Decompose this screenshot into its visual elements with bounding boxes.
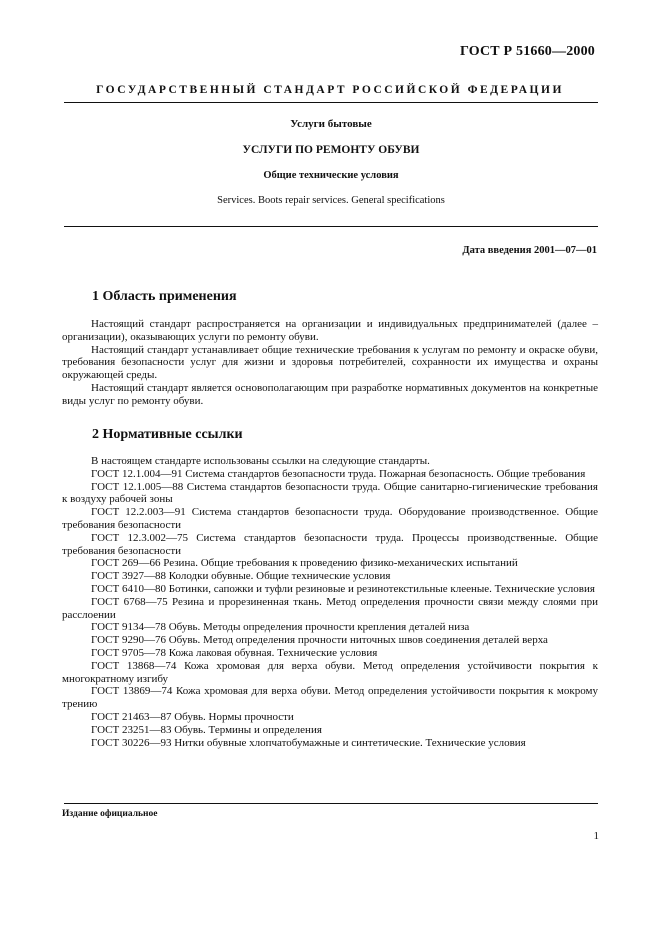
reference-item: ГОСТ 269—66 Резина. Общие требования к проведению физико-механических испытаний	[91, 557, 518, 570]
services-category: Услуги бытовые	[290, 118, 372, 130]
reference-item: ГОСТ 3927—88 Колодки обувные. Общие технические условия	[91, 570, 391, 583]
english-title: Services. Boots repair services. General specifications	[217, 195, 445, 206]
paragraph: Настоящий стандарт устанавливает общие технические требования к услугам по ремонту и окраске обуви, требования безопасности услуг для жизни и здоровья потребителей, сохранности их имущества и охраны окружающей среды.	[62, 343, 598, 382]
reference-item: ГОСТ 12.2.003—91 Система стандартов безопасности труда. Оборудование производственное. Общие требования безопасности	[62, 506, 598, 531]
reference-item: ГОСТ 13868—74 Кожа хромовая для верха обуви. Метод определения устойчивости покрытия к многократному изгибу	[62, 659, 598, 685]
section-2-body	[62, 455, 598, 749]
reference-item: ГОСТ 6768—75 Резина и прорезиненная ткань. Метод определения прочности связи между слоями при расслоении	[62, 595, 598, 621]
section-1-body	[62, 318, 598, 408]
document-subtitle: Общие технические условия	[263, 170, 399, 181]
reference-item: ГОСТ 30226—93 Нитки обувные хлопчатобумажные и синтетические. Технические условия	[91, 736, 526, 749]
document-title: УСЛУГИ ПО РЕМОНТУ ОБУВИ	[242, 144, 420, 156]
reference-item: ГОСТ 12.1.004—91 Система стандартов безопасности труда. Пожарная безопасность. Общие требования	[91, 467, 586, 480]
section-2-heading: 2 Нормативные ссылки	[92, 427, 243, 442]
reference-item: ГОСТ 23251—83 Обувь. Термины и определения	[91, 723, 322, 736]
reference-item: ГОСТ 6410—80 Ботинки, сапожки и туфли резиновые и резинотекстильные клееные. Технические условия	[91, 582, 595, 595]
footer-divider	[64, 803, 598, 804]
state-standard-title: ГОСУДАРСТВЕННЫЙ СТАНДАРТ РОССИЙСКОЙ ФЕДЕРАЦИИ	[96, 84, 564, 96]
edition-note: Издание официальное	[62, 809, 158, 819]
section-1-heading: 1 Область применения	[92, 289, 237, 304]
reference-item: ГОСТ 13869—74 Кожа хромовая для верха обуви. Метод определения устойчивости покрытия к мокрому трению	[62, 685, 598, 711]
reference-item: ГОСТ 9705—78 Кожа лаковая обувная. Технические условия	[91, 646, 378, 659]
reference-item: ГОСТ 21463—87 Обувь. Нормы прочности	[91, 710, 294, 723]
top-divider	[64, 102, 598, 103]
reference-item: ГОСТ 9134—78 Обувь. Методы определения прочности крепления деталей низа	[91, 621, 470, 634]
paragraph: Настоящий стандарт распространяется на организации и индивидуальных предпринимателей (далее – организации), оказывающих услуги по ремонту обуви.	[62, 318, 598, 343]
paragraph: В настоящем стандарте использованы ссылки на следующие стандарты.	[91, 455, 430, 467]
reference-item: ГОСТ 9290—76 Обувь. Метод определения прочности ниточных швов соединения деталей верха	[91, 634, 548, 647]
reference-item: ГОСТ 12.3.002—75 Система стандартов безопасности труда. Процессы производственные. Общие требования безопасности	[62, 531, 598, 557]
introduction-date: Дата введения 2001—07—01	[462, 245, 597, 256]
paragraph: Настоящий стандарт является основополагающим при разработке нормативных документов на конкретные виды услуг по ремонту обуви.	[62, 381, 598, 407]
reference-item: ГОСТ 12.1.005—88 Система стандартов безопасности труда. Общие санитарно-гигиенические требования к воздуху рабочей зоны	[62, 480, 598, 506]
standard-number: ГОСТ Р 51660—2000	[459, 44, 595, 59]
title-divider	[64, 226, 598, 227]
page-number: 1	[593, 830, 599, 842]
